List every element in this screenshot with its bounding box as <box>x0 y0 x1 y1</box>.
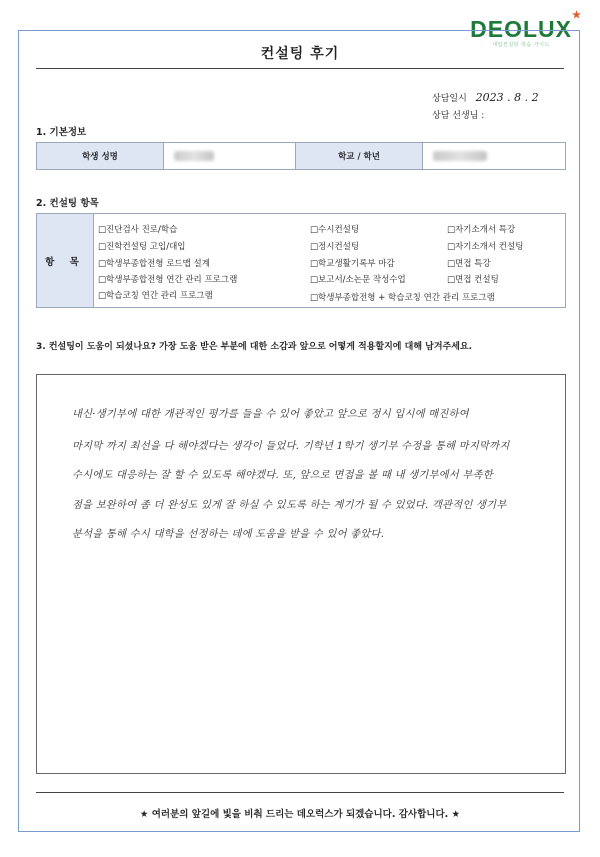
logo-star-icon: ★ <box>572 10 582 21</box>
answer-line: 점을 보완하여 좀 더 완성도 있게 잘 하실 수 있도록 하는 계기가 될 수 있었다. 객관적인 생기부 <box>72 499 507 511</box>
answer-line: 마지막 까지 최선을 다 해야겠다는 생각이 들었다. 기학년 1학기 생기부 수정을 통해 마지막까지 <box>72 440 510 452</box>
consult-teacher <box>432 108 484 121</box>
item-checkbox[interactable]: □학생부종합전형 로드맵 설계 <box>98 259 210 269</box>
logo-subtitle: 대입컨설팅 학습 가이드 <box>492 42 550 48</box>
item-checkbox[interactable]: □학교생활기록부 마감 <box>310 259 395 269</box>
items-body <box>94 214 565 307</box>
section-basic-info-title: 1. 기본정보 <box>36 127 87 138</box>
logo-text: DEOLUX <box>470 16 572 42</box>
items-head-label: 항 목 <box>37 214 94 307</box>
item-checkbox[interactable]: □학생부종합전형 연간 관리 프로그램 <box>98 275 238 285</box>
student-name-label: 학생 성명 <box>37 143 164 169</box>
item-checkbox[interactable]: □면접 특강 <box>447 259 491 269</box>
item-checkbox[interactable]: □학습코칭 연간 관리 프로그램 <box>98 291 213 301</box>
section-items-title: 2. 컨설팅 항목 <box>36 198 99 209</box>
feedback-answer-box[interactable] <box>36 374 566 774</box>
consult-date <box>432 91 539 104</box>
page-title: 컨설팅 후기 <box>260 46 340 62</box>
title-divider <box>36 68 564 69</box>
consult-date-label: 상담일시 <box>432 94 467 104</box>
answer-line: 분석을 통해 수시 대학을 선정하는 데에 도움을 받을 수 있어 좋았다. <box>72 528 385 540</box>
footer-message: ★ 여러분의 앞길에 빛을 비춰 드리는 데오럭스가 되겠습니다. 감사합니다. ★ <box>139 809 461 820</box>
redacted-name <box>174 151 214 161</box>
feedback-question: 3. 컨설팅이 도움이 되셨나요? 가장 도움 받은 부분에 대한 소감과 앞으로 어떻게 적용할지에 대해 남겨주세요. <box>36 342 473 352</box>
item-checkbox[interactable]: □진학컨설팅 고입/대입 <box>98 242 186 252</box>
item-checkbox[interactable]: □정시컨설팅 <box>310 242 360 252</box>
consulting-items-table <box>36 213 566 308</box>
student-name-value <box>164 143 296 169</box>
item-checkbox[interactable]: □보고서/소논문 작성수업 <box>310 275 406 285</box>
consult-teacher-label: 상담 선생님 : <box>432 111 485 121</box>
redacted-school <box>433 151 487 161</box>
school-grade-value <box>423 143 565 169</box>
answer-line: 내신·생기부에 대한 개관적인 평가를 들을 수 있어 좋았고 앞으로 정시 입시에 매진하여 <box>72 408 469 420</box>
basic-info-table <box>36 142 566 170</box>
item-checkbox[interactable]: □자기소개서 특강 <box>447 225 516 235</box>
consult-date-value: 2023 . 8 . 2 <box>475 91 539 104</box>
item-checkbox[interactable]: □면접 컨설팅 <box>447 275 499 285</box>
item-checkbox[interactable]: □학생부종합전형 + 학습코칭 연간 관리 프로그램 <box>310 293 495 303</box>
item-checkbox[interactable]: □자기소개서 컨설팅 <box>447 242 524 252</box>
answer-line: 수시에도 대응하는 잘 할 수 있도록 해야겠다. 또, 앞으로 면접을 볼 때 내 생기부에서 부족한 <box>72 469 493 481</box>
school-grade-label: 학교 / 학년 <box>296 143 423 169</box>
footer-divider <box>36 792 564 793</box>
item-checkbox[interactable]: □진단검사 진로/학습 <box>98 225 178 235</box>
item-checkbox[interactable]: □수시컨설팅 <box>310 225 360 235</box>
